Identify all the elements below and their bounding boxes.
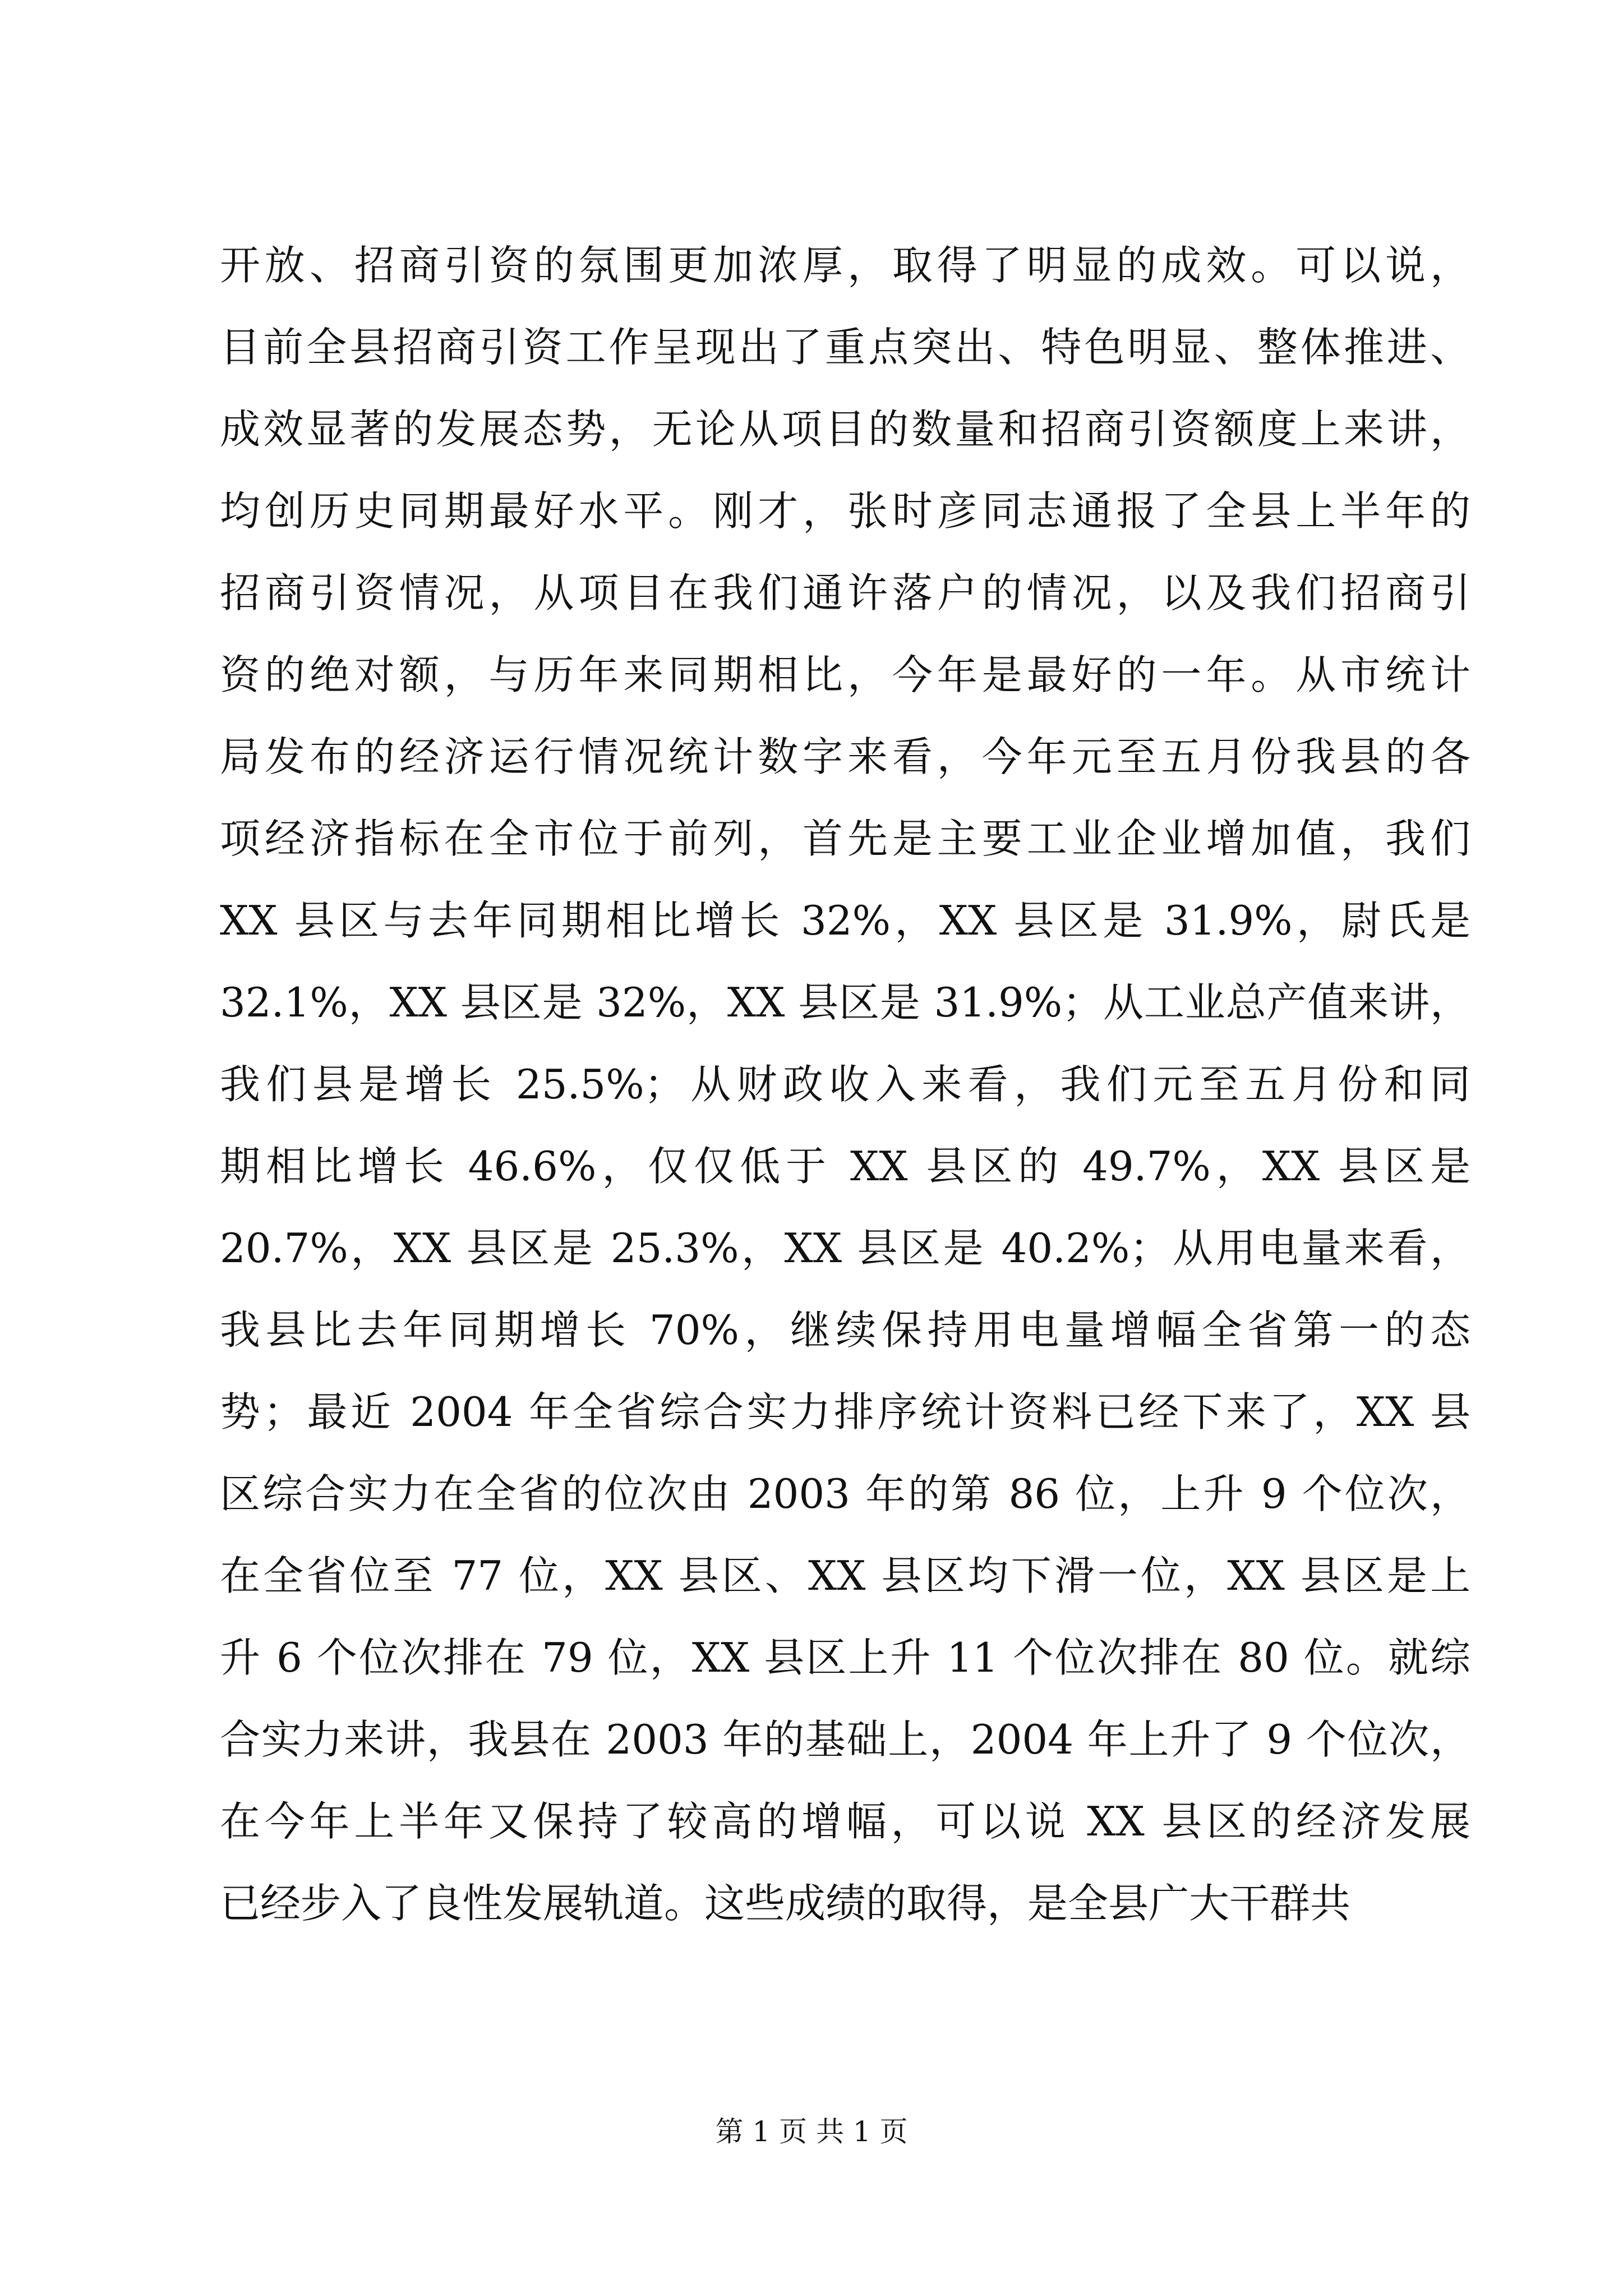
- text-line: 项经济指标在全市位于前列，首先是主要工业企业增加值，我们: [220, 815, 1470, 862]
- body-text: [220, 224, 1470, 1944]
- text-line: 均创历史同期最好水平。刚才，张时彦同志通报了全县上半年的: [220, 487, 1470, 535]
- text-line: 已经步入了良性发展轨道。这些成绩的取得，是全县广大干群共: [220, 1880, 1351, 1927]
- text-line: 我们县是增长 25.5%；从财政收入来看，我们元至五月份和同: [220, 1061, 1470, 1108]
- text-line: 资的绝对额，与历年来同期相比，今年是最好的一年。从市统计: [220, 651, 1470, 698]
- text-line: 在全省位至 77 位，XX 县区、XX 县区均下滑一位，XX 县区是上: [220, 1552, 1470, 1599]
- text-line: 局发布的经济运行情况统计数字来看，今年元至五月份我县的各: [220, 733, 1470, 780]
- text-line: 势；最近 2004 年全省综合实力排序统计资料已经下来了，XX 县: [220, 1388, 1470, 1435]
- text-line: XX 县区与去年同期相比增长 32%，XX 县区是 31.9%，尉氏是: [220, 897, 1470, 944]
- text-line: 区综合实力在全省的位次由 2003 年的第 86 位，上升 9 个位次，: [220, 1470, 1470, 1517]
- page-footer: 第 1 页 共 1 页: [715, 2115, 908, 2148]
- text-line: 期相比增长 46.6%，仅仅低于 XX 县区的 49.7%，XX 县区是: [220, 1143, 1470, 1190]
- text-line: 开放、招商引资的氛围更加浓厚，取得了明显的成效。可以说，: [220, 242, 1470, 289]
- text-line: 升 6 个位次排在 79 位，XX 县区上升 11 个位次排在 80 位。就综: [220, 1634, 1470, 1681]
- text-line: 在今年上半年又保持了较高的增幅，可以说 XX 县区的经济发展: [220, 1798, 1470, 1845]
- text-line: 成效显著的发展态势，无论从项目的数量和招商引资额度上来讲，: [220, 406, 1470, 453]
- text-line: 合实力来讲，我县在 2003 年的基础上，2004 年上升了 9 个位次，: [220, 1716, 1470, 1763]
- text-line: 我县比去年同期增长 70%，继续保持用电量增幅全省第一的态: [220, 1306, 1470, 1354]
- text-line: 目前全县招商引资工作呈现出了重点突出、特色明显、整体推进、: [220, 324, 1470, 371]
- text-line: 32.1%，XX 县区是 32%，XX 县区是 31.9%；从工业总产值来讲，: [220, 979, 1470, 1026]
- text-line: 招商引资情况，从项目在我们通许落户的情况，以及我们招商引: [220, 569, 1470, 616]
- text-line: 20.7%，XX 县区是 25.3%，XX 县区是 40.2%；从用电量来看，: [220, 1225, 1470, 1272]
